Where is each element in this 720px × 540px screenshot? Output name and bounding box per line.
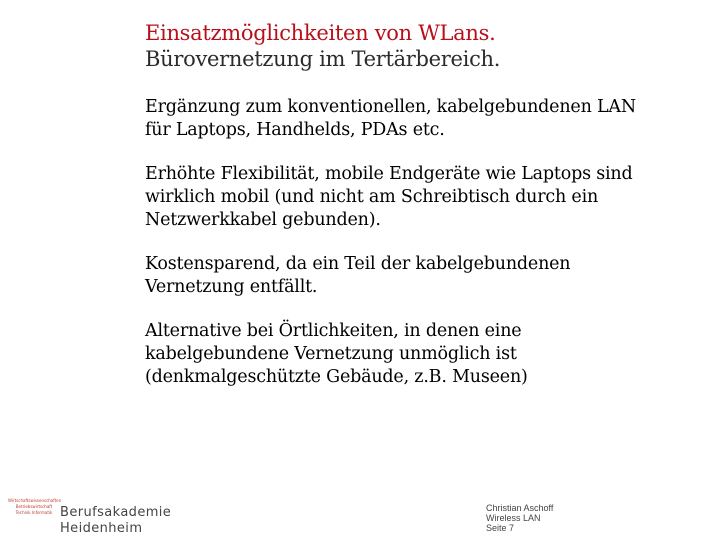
- bullet-line: für Laptops, Handhelds, PDAs etc.: [145, 120, 445, 140]
- bullet-item: [145, 96, 710, 142]
- footer-author: Christian Aschoff: [486, 503, 554, 513]
- bullet-line: Erhöhte Flexibilität, mobile Endgeräte wie Laptops sind: [145, 164, 633, 184]
- bullet-line: Netzwerkkabel gebunden).: [145, 210, 381, 230]
- logo-line: Technik Informatik: [15, 510, 53, 515]
- institution-line: Heidenheim: [60, 521, 143, 536]
- bullet-item: [145, 163, 710, 232]
- institution-logo: [8, 498, 60, 528]
- footer-topic: Wireless LAN: [486, 513, 541, 523]
- footer-page-number: Seite 7: [486, 523, 515, 533]
- institution-line: Berufsakademie: [60, 505, 172, 520]
- logo-line: Betriebswirtschaft: [15, 504, 53, 509]
- bullet-item: [145, 253, 710, 299]
- bullet-line: Alternative bei Örtlichkeiten, in denen eine: [145, 321, 522, 341]
- slide-title: Einsatzmöglichkeiten von WLans.: [145, 21, 496, 45]
- bullet-line: wirklich mobil (und nicht am Schreibtisch durch ein: [145, 187, 599, 207]
- bullet-line: Kostensparend, da ein Teil der kabelgebundenen: [145, 254, 571, 274]
- bullet-line: kabelgebundene Vernetzung unmöglich ist: [145, 344, 517, 364]
- logo-line: Wirtschaftswissenschaften: [8, 498, 62, 503]
- institution-name: [60, 505, 171, 537]
- bullet-item: [145, 320, 710, 389]
- bullet-line: (denkmalgeschützte Gebäude, z.B. Museen): [145, 367, 528, 387]
- slide-title-block: [145, 20, 705, 72]
- slide-subtitle: Bürovernetzung im Tertärbereich.: [145, 47, 501, 71]
- bullet-list: [145, 96, 710, 410]
- bullet-line: Ergänzung zum konventionellen, kabelgebundenen LAN: [145, 97, 636, 117]
- footer-info: [486, 503, 553, 533]
- bullet-line: Vernetzung entfällt.: [145, 277, 318, 297]
